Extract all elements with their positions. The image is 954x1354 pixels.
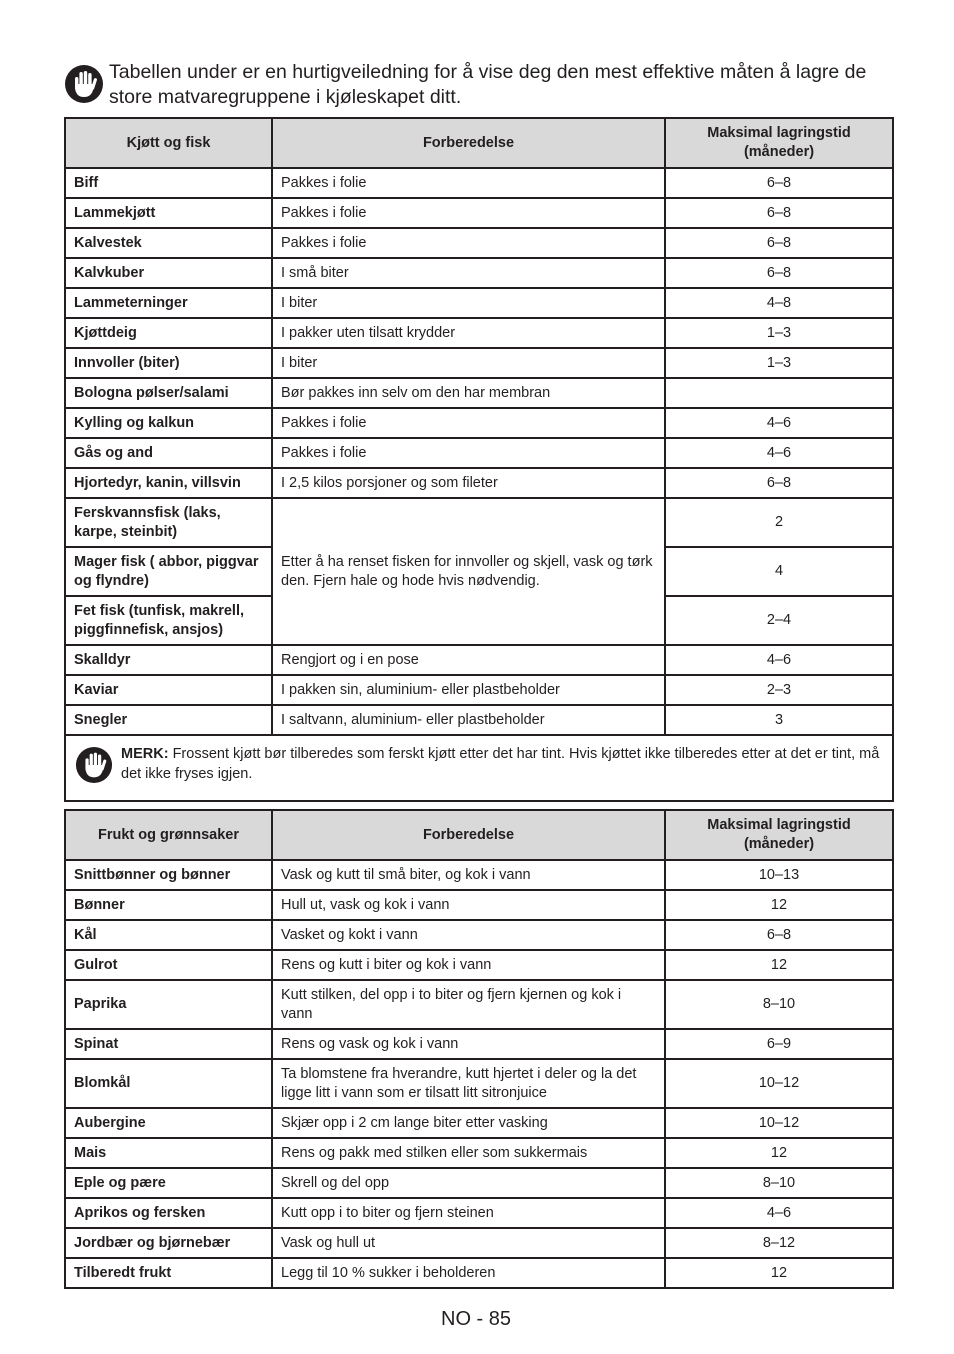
item-preparation: I pakker uten tilsatt krydder: [272, 318, 665, 348]
hand-stop-icon: [75, 746, 113, 784]
item-storage-time: 6–8: [665, 168, 893, 198]
item-storage-time: 8–10: [665, 980, 893, 1029]
item-name: Kylling og kalkun: [65, 408, 272, 438]
table-row: [65, 1258, 893, 1288]
table-row: [65, 1168, 893, 1198]
hand-stop-icon: [64, 64, 104, 104]
item-name: Skalldyr: [65, 645, 272, 675]
item-storage-time: 6–8: [665, 198, 893, 228]
item-preparation: Pakkes i folie: [272, 168, 665, 198]
table-row: [65, 980, 893, 1029]
item-storage-time: 6–8: [665, 228, 893, 258]
table-row: [65, 168, 893, 198]
item-name: Snittbønner og bønner: [65, 860, 272, 890]
item-storage-time: 12: [665, 1138, 893, 1168]
item-storage-time: 8–10: [665, 1168, 893, 1198]
item-name: Lammekjøtt: [65, 198, 272, 228]
table-row: [65, 1108, 893, 1138]
item-preparation: Kutt stilken, del opp i to biter og fjern kjernen og kok i vann: [272, 980, 665, 1029]
item-name: Tilberedt frukt: [65, 1258, 272, 1288]
item-preparation: I biter: [272, 288, 665, 318]
header-cell: Frukt og grønnsaker: [65, 810, 272, 860]
item-storage-time: 3: [665, 705, 893, 735]
item-preparation: Vask og hull ut: [272, 1228, 665, 1258]
item-preparation: I saltvann, aluminium- eller plastbeholder: [272, 705, 665, 735]
item-name: Fet fisk (tunfisk, makrell, piggfinnefisk, ansjos): [65, 596, 272, 645]
table-row: [65, 890, 893, 920]
item-preparation: Vasket og kokt i vann: [272, 920, 665, 950]
item-name: Innvoller (biter): [65, 348, 272, 378]
item-preparation: Vask og kutt til små biter, og kok i vann: [272, 860, 665, 890]
item-storage-time: 10–12: [665, 1059, 893, 1108]
item-preparation: Bør pakkes inn selv om den har membran: [272, 378, 665, 408]
item-name: Bønner: [65, 890, 272, 920]
item-preparation: Rens og pakk med stilken eller som sukkermais: [272, 1138, 665, 1168]
table-row: [65, 468, 893, 498]
item-preparation: Rens og kutt i biter og kok i vann: [272, 950, 665, 980]
intro-section: [64, 60, 894, 116]
table-row: [65, 1138, 893, 1168]
item-name: Ferskvannsfisk (laks, karpe, steinbit): [65, 498, 272, 547]
item-preparation: I 2,5 kilos porsjoner og som fileter: [272, 468, 665, 498]
item-preparation: Pakkes i folie: [272, 438, 665, 468]
item-storage-time: 4–6: [665, 645, 893, 675]
item-storage-time: 2–4: [665, 596, 893, 645]
item-name: Snegler: [65, 705, 272, 735]
fish-preparation: Etter å ha renset fisken for innvoller og skjell, vask og tørk den. Fjern hale og hode hvis nødvendig.: [272, 498, 665, 645]
item-preparation: I pakken sin, aluminium- eller plastbeholder: [272, 675, 665, 705]
item-storage-time: 2–3: [665, 675, 893, 705]
table-row: [65, 1059, 893, 1108]
item-preparation: Legg til 10 % sukker i beholderen: [272, 1258, 665, 1288]
item-preparation: Ta blomstene fra hverandre, kutt hjertet i deler og la det ligge litt i vann som er tilsatt litt sitronjuice: [272, 1059, 665, 1108]
item-storage-time: 12: [665, 890, 893, 920]
item-storage-time: 6–8: [665, 258, 893, 288]
item-storage-time: 4–8: [665, 288, 893, 318]
item-storage-time: 10–13: [665, 860, 893, 890]
item-name: Hjortedyr, kanin, villsvin: [65, 468, 272, 498]
item-storage-time: 4: [665, 547, 893, 596]
item-storage-time: 12: [665, 1258, 893, 1288]
note-box: [65, 735, 893, 801]
item-storage-time: 2: [665, 498, 893, 547]
table-row: [65, 705, 893, 735]
item-name: Mager fisk ( abbor, piggvar og flyndre): [65, 547, 272, 596]
table-row: [65, 318, 893, 348]
table-row: [65, 645, 893, 675]
item-storage-time: 8–12: [665, 1228, 893, 1258]
header-cell: Forberedelse: [272, 118, 665, 168]
item-storage-time: 10–12: [665, 1108, 893, 1138]
table-row: [65, 950, 893, 980]
item-name: Eple og pære: [65, 1168, 272, 1198]
item-name: Biff: [65, 168, 272, 198]
item-preparation: Skjær opp i 2 cm lange biter etter vasking: [272, 1108, 665, 1138]
header-cell: Forberedelse: [272, 810, 665, 860]
table-row: [65, 1198, 893, 1228]
item-name: Paprika: [65, 980, 272, 1029]
item-name: Bologna pølser/salami: [65, 378, 272, 408]
table-row: [65, 438, 893, 468]
table-row: [65, 228, 893, 258]
table-row: [65, 408, 893, 438]
item-name: Mais: [65, 1138, 272, 1168]
item-storage-time: [665, 378, 893, 408]
item-storage-time: 6–9: [665, 1029, 893, 1059]
note-label: MERK:: [121, 746, 169, 762]
item-name: Kjøttdeig: [65, 318, 272, 348]
item-storage-time: 12: [665, 950, 893, 980]
item-name: Kaviar: [65, 675, 272, 705]
item-name: Kål: [65, 920, 272, 950]
item-storage-time: 1–3: [665, 318, 893, 348]
table-header-row: [65, 810, 893, 860]
item-name: Aubergine: [65, 1108, 272, 1138]
item-name: Kalvestek: [65, 228, 272, 258]
table-header-row: [65, 118, 893, 168]
table-row: [65, 1029, 893, 1059]
table-row: [65, 288, 893, 318]
header-cell: Kjøtt og fisk: [65, 118, 272, 168]
item-storage-time: 6–8: [665, 468, 893, 498]
item-preparation: Kutt opp i to biter og fjern steinen: [272, 1198, 665, 1228]
page-number: NO - 85: [441, 1308, 512, 1330]
table-row: [65, 348, 893, 378]
item-storage-time: 4–6: [665, 1198, 893, 1228]
table-row: [65, 675, 893, 705]
item-name: Gulrot: [65, 950, 272, 980]
item-name: Aprikos og fersken: [65, 1198, 272, 1228]
table-row: [65, 498, 893, 547]
item-preparation: I biter: [272, 348, 665, 378]
item-preparation: I små biter: [272, 258, 665, 288]
meat-fish-table: [64, 117, 894, 802]
item-storage-time: 4–6: [665, 438, 893, 468]
table-row: [65, 1228, 893, 1258]
item-preparation: Pakkes i folie: [272, 228, 665, 258]
note-row: [65, 735, 893, 801]
header-cell: Maksimal lagringstid (måneder): [665, 118, 893, 168]
item-name: Jordbær og bjørnebær: [65, 1228, 272, 1258]
item-preparation: Rens og vask og kok i vann: [272, 1029, 665, 1059]
table-row: [65, 198, 893, 228]
item-name: Gås og and: [65, 438, 272, 468]
item-name: Blomkål: [65, 1059, 272, 1108]
item-preparation: Pakkes i folie: [272, 408, 665, 438]
item-preparation: Skrell og del opp: [272, 1168, 665, 1198]
item-preparation: Hull ut, vask og kok i vann: [272, 890, 665, 920]
table-row: [65, 920, 893, 950]
item-name: Lammeterninger: [65, 288, 272, 318]
header-cell: Maksimal lagringstid (måneder): [665, 810, 893, 860]
table-row: [65, 378, 893, 408]
item-preparation: Rengjort og i en pose: [272, 645, 665, 675]
item-name: Kalvkuber: [65, 258, 272, 288]
fruit-vegetable-table: [64, 809, 894, 1289]
note-text: [121, 744, 882, 784]
table-row: [65, 860, 893, 890]
table-row: [65, 258, 893, 288]
item-storage-time: 1–3: [665, 348, 893, 378]
item-preparation: Pakkes i folie: [272, 198, 665, 228]
item-name: Spinat: [65, 1029, 272, 1059]
item-storage-time: 6–8: [665, 920, 893, 950]
item-storage-time: 4–6: [665, 408, 893, 438]
intro-text: Tabellen under er en hurtigveiledning for å vise deg den mest effektive måten å lagre de store matvaregruppene i kjøleskapet ditt.: [109, 61, 867, 108]
note-body: Frossent kjøtt bør tilberedes som ferskt kjøtt etter det har tint. Hvis kjøttet ikke tilberedes etter at det er tint, må det ikke fryses igjen.: [121, 746, 880, 782]
